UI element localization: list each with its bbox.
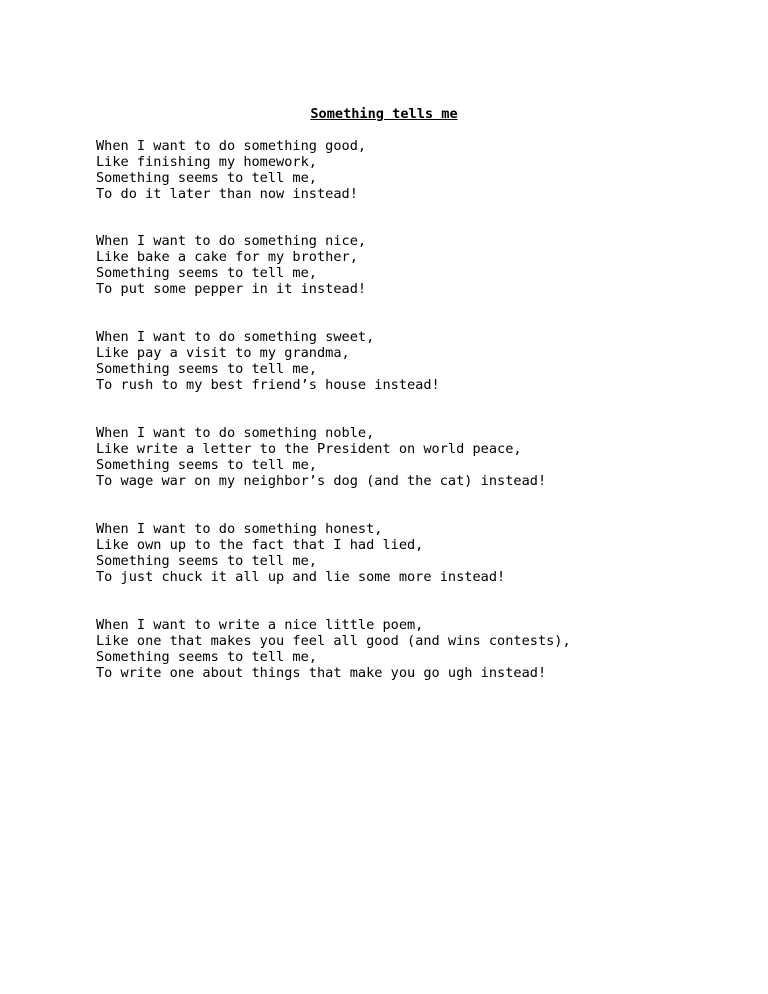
stanza-line: Like own up to the fact that I had lied, — [96, 537, 424, 553]
stanza-line: Something seems to tell me, — [96, 265, 317, 281]
stanza-line: To write one about things that make you go ugh instead! — [96, 665, 547, 681]
stanza-line: When I want to do something sweet, — [96, 329, 375, 345]
stanza-line: To do it later than now instead! — [96, 186, 358, 202]
stanza-line: Something seems to tell me, — [96, 361, 317, 377]
stanza-line: Like one that makes you feel all good (and wins contests), — [96, 633, 571, 649]
stanza-5 — [96, 521, 505, 585]
stanza-3 — [96, 329, 440, 393]
stanza-line: When I want to write a nice little poem, — [96, 617, 424, 633]
stanza-line: To put some pepper in it instead! — [96, 281, 367, 297]
stanza-line: Something seems to tell me, — [96, 457, 317, 473]
stanza-line: To just chuck it all up and lie some more instead! — [96, 569, 506, 585]
stanza-line: When I want to do something noble, — [96, 425, 375, 441]
stanza-line: Something seems to tell me, — [96, 553, 317, 569]
stanza-1 — [96, 138, 366, 202]
stanza-line: Like pay a visit to my grandma, — [96, 345, 350, 361]
stanza-line: When I want to do something good, — [96, 138, 367, 154]
stanza-line: When I want to do something nice, — [96, 233, 367, 249]
stanza-line: Like bake a cake for my brother, — [96, 249, 358, 265]
stanza-line: Like finishing my homework, — [96, 154, 317, 170]
stanza-6 — [96, 617, 571, 681]
stanza-line: To rush to my best friend’s house instead! — [96, 377, 440, 393]
stanza-line: When I want to do something honest, — [96, 521, 383, 537]
poem-title: Something tells me — [310, 106, 458, 122]
stanza-2 — [96, 233, 366, 297]
stanza-line: Something seems to tell me, — [96, 170, 317, 186]
stanza-line: To wage war on my neighbor’s dog (and the cat) instead! — [96, 473, 547, 489]
stanza-4 — [96, 425, 546, 489]
stanza-line: Like write a letter to the President on world peace, — [96, 441, 522, 457]
stanza-line: Something seems to tell me, — [96, 649, 317, 665]
